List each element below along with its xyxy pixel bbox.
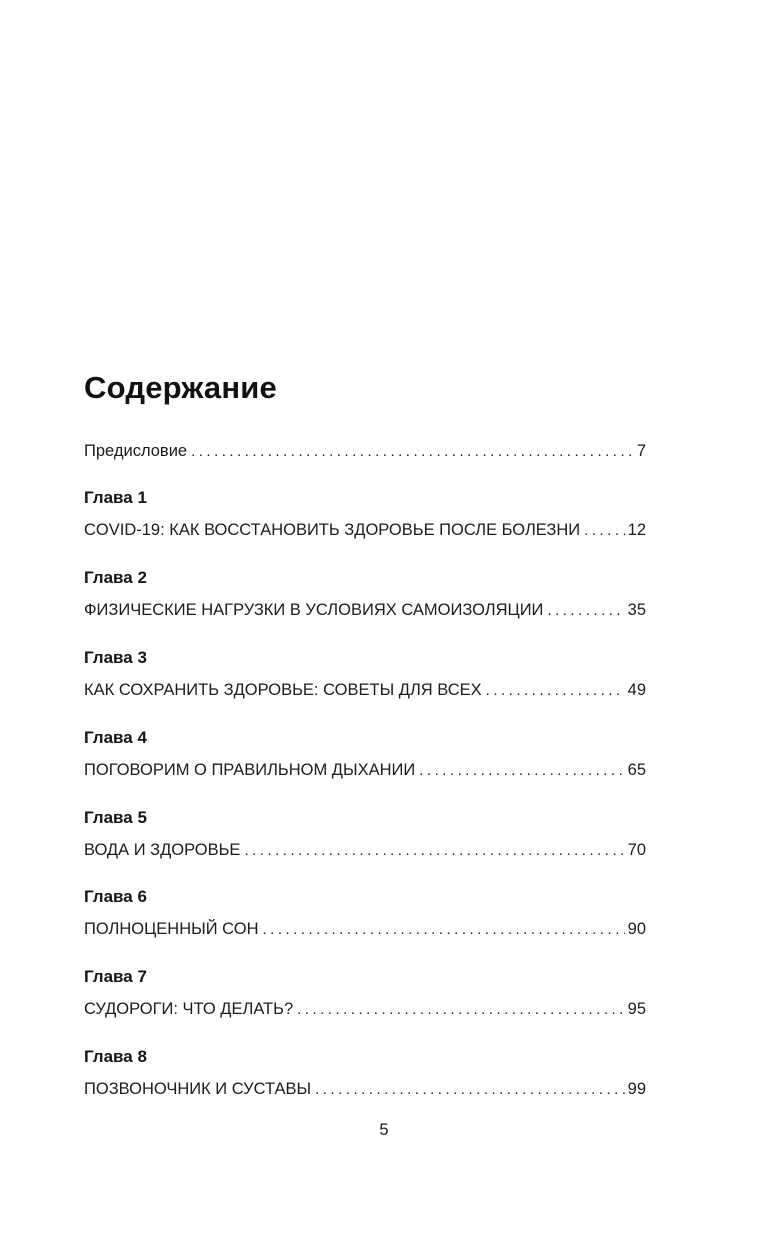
page-title: Содержание xyxy=(84,370,277,405)
dot-leader xyxy=(191,442,634,462)
chapter-label: Глава 5 xyxy=(84,807,147,827)
page-ref: 49 xyxy=(627,681,646,700)
chapter-label: Глава 2 xyxy=(84,568,147,588)
entry-title: ВОДА И ЗДОРОВЬЕ xyxy=(84,840,241,859)
entry-title: ПОЗВОНОЧНИК И СУСТАВЫ xyxy=(84,1080,312,1099)
toc-entry-preface xyxy=(84,442,646,462)
toc-entry xyxy=(84,841,646,861)
chapter-label: Глава 8 xyxy=(84,1047,147,1067)
folio-page-number: 5 xyxy=(379,1121,389,1139)
page-ref: 99 xyxy=(627,1080,646,1099)
toc-chapter xyxy=(84,967,646,1020)
toc-chapter xyxy=(84,887,646,940)
dot-leader xyxy=(297,1000,625,1020)
page-ref: 65 xyxy=(627,760,646,779)
dot-leader xyxy=(262,920,624,940)
dot-leader xyxy=(486,681,625,701)
toc-entry xyxy=(84,601,646,621)
table-of-contents xyxy=(84,442,646,1100)
entry-title: COVID-19: КАК ВОССТАНОВИТЬ ЗДОРОВЬЕ ПОСЛЕ БОЛЕЗНИ xyxy=(84,521,581,540)
page-ref: 70 xyxy=(627,840,646,859)
dot-leader xyxy=(547,601,624,621)
page-ref: 90 xyxy=(627,920,646,939)
entry-title: Предисловие xyxy=(84,441,188,460)
entry-title: ПОЛНОЦЕННЫЙ СОН xyxy=(84,920,259,939)
entry-title: КАК СОХРАНИТЬ ЗДОРОВЬЕ: СОВЕТЫ ДЛЯ ВСЕХ xyxy=(84,681,482,700)
toc-chapter xyxy=(84,568,646,621)
toc-entry xyxy=(84,920,646,940)
toc-chapter xyxy=(84,488,646,541)
toc-chapter xyxy=(84,1047,646,1100)
page-ref: 12 xyxy=(627,521,646,540)
entry-title: ФИЗИЧЕСКИЕ НАГРУЗКИ В УСЛОВИЯХ САМОИЗОЛЯЦИИ xyxy=(84,601,544,620)
toc-entry xyxy=(84,681,646,701)
toc-chapter xyxy=(84,808,646,861)
dot-leader xyxy=(315,1080,625,1100)
chapter-label: Глава 4 xyxy=(84,727,147,747)
entry-title: ПОГОВОРИМ О ПРАВИЛЬНОМ ДЫХАНИИ xyxy=(84,760,416,779)
toc-entry xyxy=(84,1000,646,1020)
chapter-label: Глава 7 xyxy=(84,967,147,987)
chapter-label: Глава 1 xyxy=(84,488,147,508)
toc-chapter xyxy=(84,728,646,781)
page-ref: 7 xyxy=(636,441,646,460)
toc-entry xyxy=(84,521,646,541)
toc-chapter xyxy=(84,648,646,701)
chapter-label: Глава 6 xyxy=(84,887,147,907)
dot-leader xyxy=(244,841,624,861)
toc-entry xyxy=(84,1080,646,1100)
page-ref: 95 xyxy=(627,1000,646,1019)
toc-entry xyxy=(84,761,646,781)
chapter-label: Глава 3 xyxy=(84,648,147,668)
entry-title: СУДОРОГИ: ЧТО ДЕЛАТЬ? xyxy=(84,1000,294,1019)
dot-leader xyxy=(419,761,624,781)
dot-leader xyxy=(584,521,624,541)
page-ref: 35 xyxy=(627,601,646,620)
